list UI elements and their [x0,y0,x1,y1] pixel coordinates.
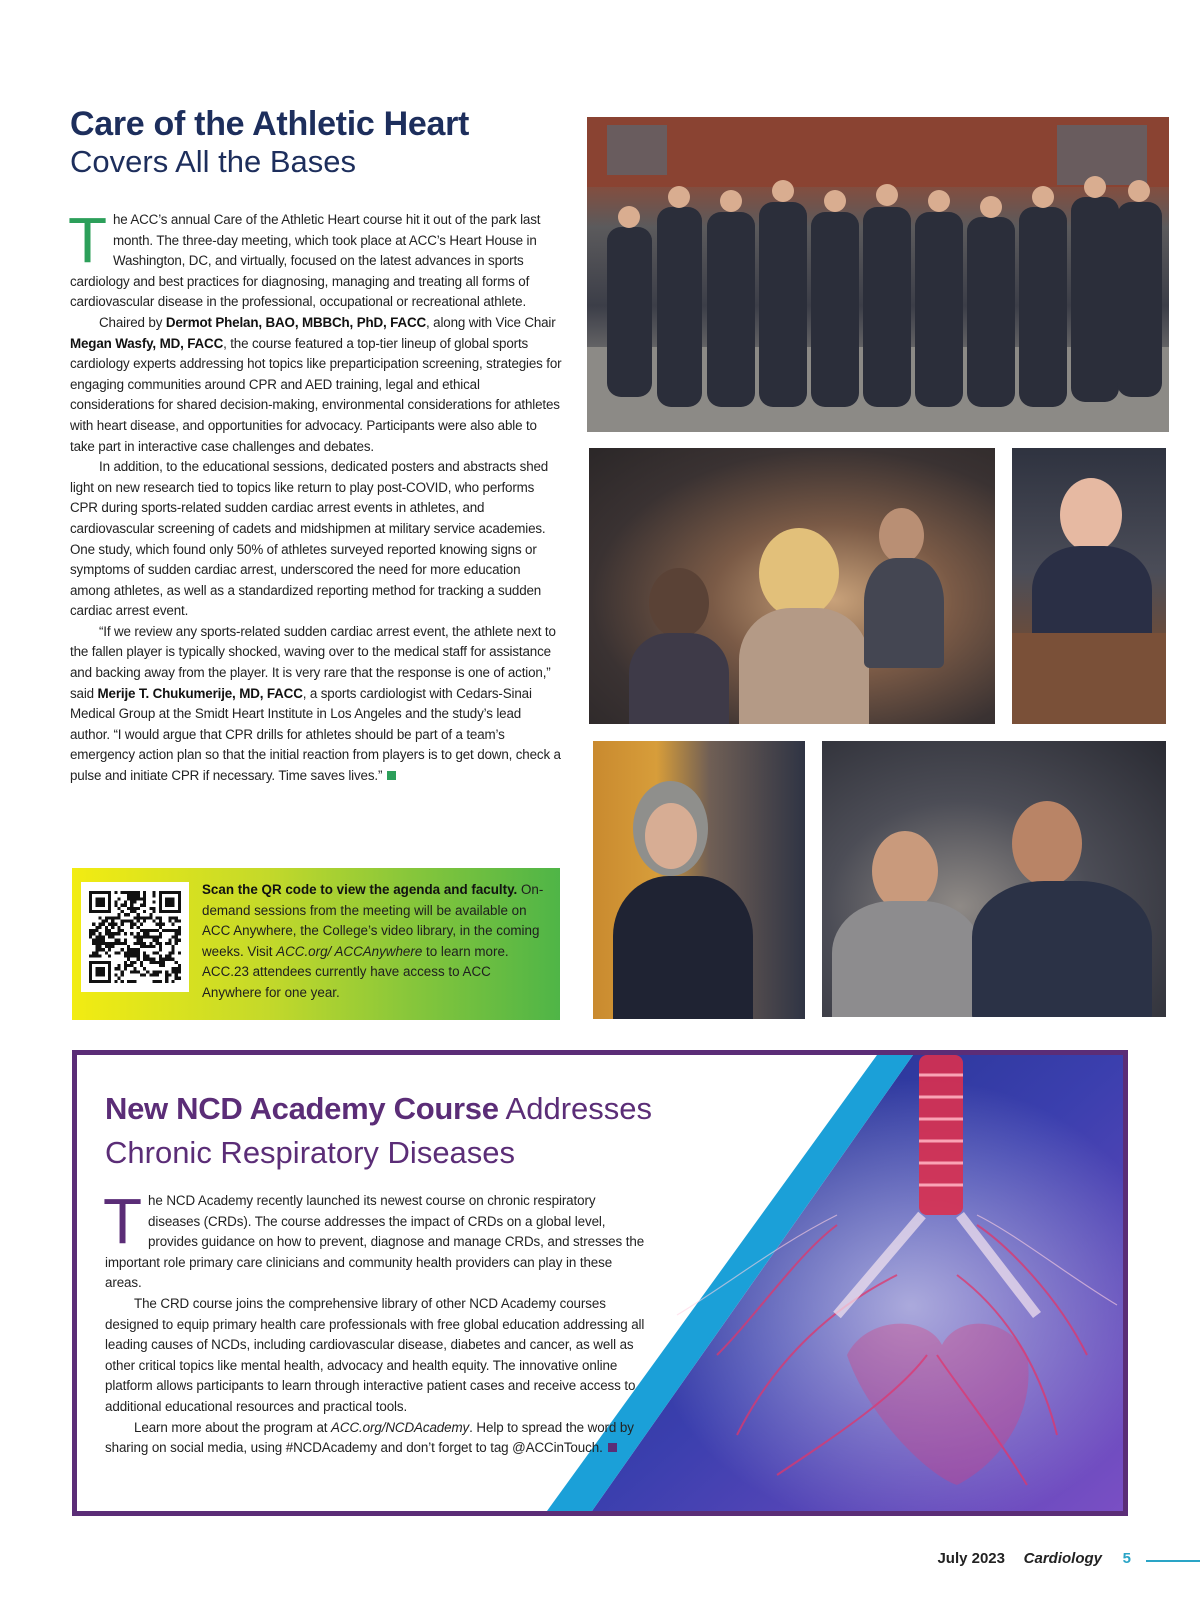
photo-figure [613,876,753,1019]
photo-figure [832,901,982,1017]
photo-figure [645,803,697,869]
article1-p2-c: , the course featured a top-tier lineup of global sports cardiology experts addressing hot topics like preparticipation screening, strategies for engaging communities around CPR and AED training, legal and ethical considerations for shared decision-making, environmental considerations for athletes with heart disease, and opportunities for advocacy. Participants were also able to take part in interactive case challenges and debates. [70,335,562,454]
vice-chair-name: Megan Wasfy, MD, FACC [70,335,224,351]
page-number: 5 [1122,1550,1131,1567]
qr-callout-box [72,868,560,1020]
article1-p4-a: “If we review any sports-related sudden cardiac arrest event, the athlete next to the fallen player is typically shocked, waving over to the medical staff for assistance and backing away from the player. It is very rare that the response is one of action,” said [70,623,556,701]
qr-frame [81,882,189,992]
page-footer [900,1548,1200,1572]
group-photo [587,117,1169,432]
audience-photo [589,448,995,724]
qr-callout-bold: Scan the QR code to view the agenda and faculty. [202,882,518,897]
qr-callout-text [202,880,552,1004]
article1-p1-text: he ACC’s annual Care of the Athletic Heart course hit it out of the park last month. The three-day meeting, which took place at ACC’s Heart House in Washington, DC, and virtually, focused on the latest advances in sports cardiology and best practices for diagnosing, managing and treating all forms of cardiovascular disease in the professional, occupational or recreational athlete. [70,212,541,310]
footer-rule [1146,1560,1200,1562]
qr-callout-text-a: On-demand sessions from the meeting will be available on ACC Anywhere, the College’s video library, in the coming weeks. Visit [202,882,544,959]
article1-p2-b: , along with Vice Chair [426,314,556,330]
photo-figure [972,881,1152,1017]
article2-p1-text: he NCD Academy recently launched its newest course on chronic respiratory diseases (CRDs). The course addresses the impact of CRDs on a global level, provides guidance on how to prevent, diagnose and manage CRDs, and stresses the important role primary care clinicians and community health providers can play in these areas. [105,1193,645,1291]
article2-body [103,1185,645,1459]
article2-title-light-1: Addresses [498,1091,653,1126]
ncd-academy-link[interactable]: ACC.org/NCDAcademy [331,1419,470,1435]
article2-dropcap: T [103,1185,142,1257]
article1-paragraph-3: In addition, to the educational sessions, dedicated posters and abstracts shed light on new research tied to topics like return to play post-COVID, who performs CPR during sports-related sudden cardiac arrest events in athletes, and cardiovascular screening of cadets and midshipmen at military service academies. One study, which found only 50% of athletes surveyed reported knowing signs or symptoms of sudden cardiac arrest, underscored the need for more education among athletes, as well as a standardized reporting method for tracking a sudden cardiac arrest event. [70,459,549,619]
photo-figure [649,568,709,638]
podium [1012,633,1166,724]
photo-figure [629,633,729,724]
chair-name: Dermot Phelan, BAO, MBBCh, PhD, FACC [165,314,427,330]
footer-date: July 2023 [937,1550,1005,1567]
article1-paragraph-1 [68,204,562,313]
article2-paragraph-3 [105,1418,645,1459]
end-mark-purple-icon [608,1443,617,1452]
article2-title [105,1090,745,1172]
article1-p4-b: , a sports cardiologist with Cedars-Sinai Medical Group at the Smidt Heart Institute in Los Angeles and the study’s lead author. “I would argue that CPR drills for athletes should be part of a team’s emergency action plan so that the initial reaction from players is to get down, check a pulse and initiate CPR if necessary. Time saves lives.” [70,685,561,784]
author-name: Merije T. Chukumerije, MD, FACC [97,685,303,701]
article1-dropcap: T [68,204,107,276]
article1-title-light: Covers All the Bases [70,144,357,179]
ncd-academy-box [72,1050,1128,1516]
attendees-men-photo [822,741,1166,1017]
photo-figure [864,558,944,668]
photo-figure [872,831,938,911]
article1-p2-a: Chaired by [99,314,166,330]
photo-figure [1060,478,1122,552]
article2-title-bold: New NCD Academy Course [105,1091,499,1126]
photo-figure [1012,801,1082,886]
article1-body [68,204,562,787]
article2-p3-a: Learn more about the program at [134,1419,332,1435]
article2-paragraph-2: The CRD course joins the comprehensive library of other NCD Academy courses designed to equip primary health care professionals with free global education addressing all leading causes of NCDs, including cardiovascular disease, diabetes and cancer, as well as other critical topics like mental health, advocacy and health equity. The innovative online platform allows participants to learn through interactive patient cases and receive access to additional educational resources and practical tools. [105,1295,645,1414]
article2-paragraph-1 [103,1185,645,1294]
article2-p3-b: . Help to spread the word by sharing on social media, using #NCDAcademy and don’t forget to tag @ACCinTouch. [105,1419,634,1456]
article2-title-light-2: Chronic Respiratory Diseases [105,1135,516,1170]
footer-magazine: Cardiology [1023,1550,1102,1567]
article1-paragraph-4 [70,622,562,787]
acc-anywhere-link[interactable]: ACC.org/ ACCAnywhere [276,943,423,959]
attendee-woman-photo [593,741,805,1019]
speaker-photo [1012,448,1166,724]
photo-figure [759,528,839,618]
qr-code-icon[interactable] [89,890,181,984]
article1-title [70,105,570,181]
article1-title-bold: Care of the Athletic Heart [70,105,470,143]
article1-paragraph-2 [70,313,562,457]
end-mark-green-icon [387,771,396,780]
qr-callout-text-b: to learn more. ACC.23 attendees currently have access to ACC Anywhere for one year. [202,943,509,1000]
photo-figure [739,608,869,724]
photo-figure [879,508,924,563]
